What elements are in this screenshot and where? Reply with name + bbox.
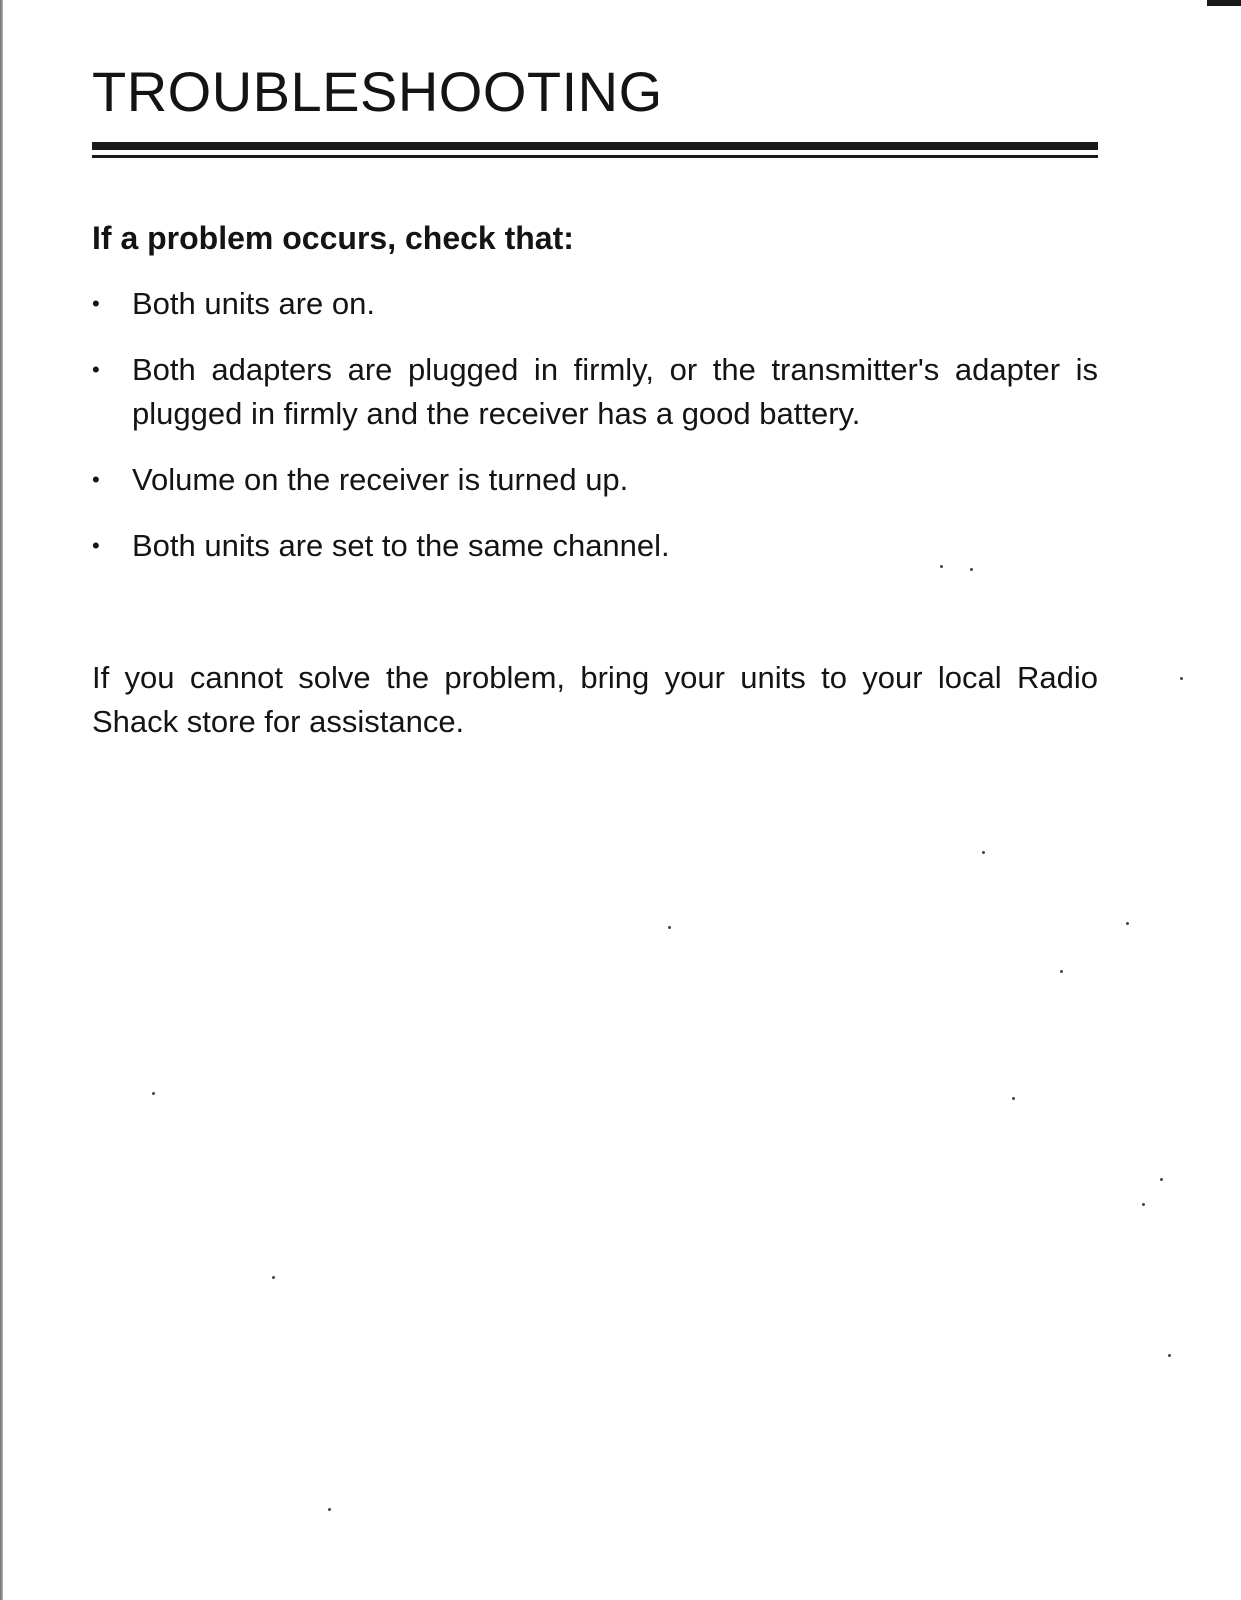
scan-speck bbox=[272, 1276, 275, 1279]
scan-speck bbox=[1012, 1097, 1015, 1100]
scan-speck bbox=[1168, 1354, 1171, 1357]
bullet-icon: • bbox=[92, 533, 100, 558]
scan-speck bbox=[1180, 677, 1183, 680]
checklist-item-text: Volume on the receiver is turned up. bbox=[132, 462, 629, 497]
scan-speck bbox=[1160, 1178, 1163, 1181]
title-rule-thin bbox=[92, 155, 1098, 158]
checklist bbox=[92, 282, 1098, 590]
scan-speck bbox=[940, 565, 943, 568]
scan-speck bbox=[152, 1092, 155, 1095]
scan-speck bbox=[1142, 1203, 1145, 1206]
closing-text: If you cannot solve the problem, bring your units to your local Radio Shack store for assistance. bbox=[92, 660, 1098, 739]
checklist-item bbox=[92, 524, 1098, 568]
bullet-icon: • bbox=[92, 291, 100, 316]
scan-speck bbox=[1060, 970, 1063, 973]
scan-speck bbox=[328, 1508, 331, 1511]
title-rule-thick bbox=[92, 142, 1098, 150]
checklist-item-text: Both adapters are plugged in firmly, or the transmitter's adapter is plugged in firmly and the receiver has a good battery. bbox=[132, 352, 1098, 431]
page-title: TROUBLESHOOTING bbox=[92, 60, 663, 123]
checklist-item bbox=[92, 348, 1098, 436]
scan-speck bbox=[1126, 922, 1129, 925]
scan-speck bbox=[982, 851, 985, 854]
bullet-icon: • bbox=[92, 357, 100, 382]
scan-edge bbox=[0, 0, 3, 1600]
bullet-icon: • bbox=[92, 467, 100, 492]
checklist-item bbox=[92, 458, 1098, 502]
scan-speck bbox=[970, 568, 973, 571]
checklist-item bbox=[92, 282, 1098, 326]
corner-mark bbox=[1207, 0, 1241, 6]
checklist-item-text: Both units are on. bbox=[132, 286, 375, 321]
intro-text: If a problem occurs, check that: bbox=[92, 220, 574, 256]
checklist-item-text: Both units are set to the same channel. bbox=[132, 528, 670, 563]
scan-speck bbox=[668, 926, 671, 929]
